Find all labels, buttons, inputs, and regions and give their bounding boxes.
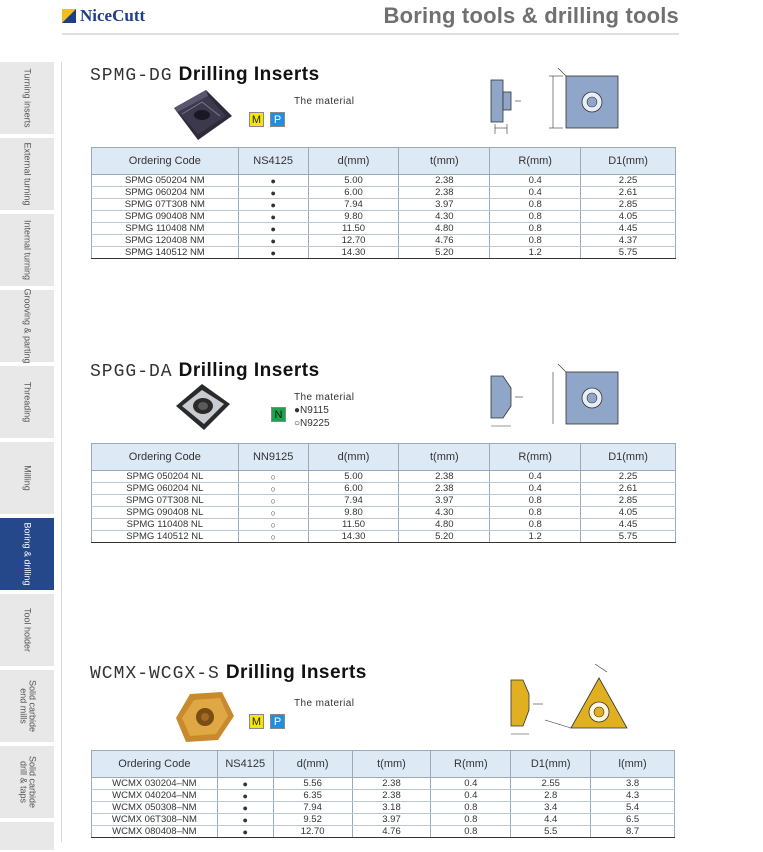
- table-cell: ●: [217, 814, 273, 826]
- table-cell: 2.85: [581, 199, 676, 211]
- sidebar-item-more[interactable]: [0, 822, 54, 852]
- table-cell: 2.8: [511, 790, 591, 802]
- table-cell: 12.70: [308, 235, 399, 247]
- material-label: The material: [294, 392, 355, 403]
- sidebar-item-label: Boring & drilling: [22, 522, 33, 586]
- table-row: [92, 175, 676, 187]
- table-cell: SPMG 120408 NM: [92, 235, 239, 247]
- table-cell: ●: [217, 826, 273, 838]
- table-cell: 14.30: [308, 531, 399, 543]
- table-cell: 4.05: [581, 507, 676, 519]
- brand-mark-icon: [62, 9, 76, 23]
- wcmx-dimension-diagram: [505, 658, 635, 743]
- table-cell: 0.8: [431, 814, 511, 826]
- grade-p-badge: P: [270, 112, 285, 127]
- table-row: [92, 778, 675, 790]
- table-cell: 0.4: [490, 471, 581, 483]
- sidebar-item-label: Tool holder: [22, 607, 33, 653]
- sidebar-item-label: Grooving & parting: [22, 288, 33, 364]
- grade-p-badge: P: [270, 714, 285, 729]
- table-row: [92, 507, 676, 519]
- table-cell: 4.80: [399, 223, 490, 235]
- grade-n-badge: N: [271, 407, 286, 422]
- table-cell: ○: [238, 471, 308, 483]
- table-row: [92, 483, 676, 495]
- sidebar-item-boring-drilling[interactable]: [0, 518, 54, 592]
- table-row: [92, 187, 676, 199]
- column-header: D1(mm): [581, 444, 676, 471]
- table-header-row: [92, 148, 676, 175]
- brand-name: NiceCutt: [80, 6, 146, 25]
- table-cell: ○: [238, 507, 308, 519]
- table-cell: 2.38: [399, 187, 490, 199]
- table-cell: 3.8: [591, 778, 675, 790]
- table-cell: SPMG 060204 NL: [92, 483, 239, 495]
- sidebar-item-internal-turning[interactable]: [0, 214, 54, 288]
- section-title-wcmx-wcgx-s: [90, 662, 367, 684]
- column-header: l(mm): [591, 751, 675, 778]
- column-header: NN9125: [238, 444, 308, 471]
- table-cell: 4.3: [591, 790, 675, 802]
- table-cell: 0.8: [431, 826, 511, 838]
- table-cell: 5.75: [581, 247, 676, 259]
- table-cell: 3.97: [399, 495, 490, 507]
- table-cell: ●: [238, 235, 308, 247]
- table-cell: 0.4: [431, 778, 511, 790]
- column-header: t(mm): [352, 751, 431, 778]
- table-cell: 5.20: [399, 531, 490, 543]
- spmg-dg-spec-table: [91, 147, 676, 259]
- section-code: WCMX-WCGX-S: [90, 664, 220, 684]
- table-cell: 5.4: [591, 802, 675, 814]
- column-header: R(mm): [490, 444, 581, 471]
- table-cell: SPMG 050204 NL: [92, 471, 239, 483]
- column-header: d(mm): [308, 444, 399, 471]
- sidebar-item-grooving-parting[interactable]: [0, 290, 54, 364]
- wcmx-wcgx-s-spec-table: [91, 750, 675, 838]
- table-cell: 4.76: [352, 826, 431, 838]
- section-name: Drilling Inserts: [178, 64, 320, 85]
- table-cell: SPMG 090408 NM: [92, 211, 239, 223]
- table-cell: ●: [217, 778, 273, 790]
- column-header: NS4125: [217, 751, 273, 778]
- table-row: [92, 247, 676, 259]
- table-cell: WCMX 080408–NM: [92, 826, 218, 838]
- table-row: [92, 495, 676, 507]
- table-cell: ●: [238, 223, 308, 235]
- column-header: NS4125: [238, 148, 308, 175]
- table-cell: SPMG 140512 NM: [92, 247, 239, 259]
- table-cell: ○: [238, 483, 308, 495]
- table-cell: 3.18: [352, 802, 431, 814]
- grade-option-n9225: ○N9225: [294, 418, 330, 429]
- column-header: D1(mm): [581, 148, 676, 175]
- table-row: [92, 814, 675, 826]
- table-cell: 5.00: [308, 175, 399, 187]
- table-cell: 1.2: [490, 247, 581, 259]
- spgg-insert-photo: [172, 380, 234, 436]
- sidebar-item-solid-carbide-drill-taps[interactable]: [0, 746, 54, 820]
- table-cell: 2.38: [399, 483, 490, 495]
- table-cell: 4.80: [399, 519, 490, 531]
- table-cell: 0.4: [431, 790, 511, 802]
- section-code: SPMG-DG: [90, 66, 173, 86]
- table-cell: 0.8: [431, 802, 511, 814]
- spmg-insert-photo: [168, 86, 236, 144]
- table-cell: 2.61: [581, 483, 676, 495]
- table-header-row: [92, 751, 675, 778]
- table-cell: 5.20: [399, 247, 490, 259]
- table-cell: 9.80: [308, 211, 399, 223]
- table-cell: 2.61: [581, 187, 676, 199]
- section-title-spgg-da: [90, 360, 320, 382]
- column-header: Ordering Code: [92, 751, 218, 778]
- sidebar-item-threading[interactable]: [0, 366, 54, 440]
- table-cell: 6.35: [273, 790, 352, 802]
- table-cell: 0.4: [490, 483, 581, 495]
- table-cell: 0.8: [490, 495, 581, 507]
- table-cell: 6.5: [591, 814, 675, 826]
- table-cell: ●: [238, 175, 308, 187]
- table-cell: SPMG 07T308 NL: [92, 495, 239, 507]
- table-cell: 2.38: [399, 471, 490, 483]
- table-cell: 3.97: [352, 814, 431, 826]
- material-label: The material: [294, 698, 355, 709]
- spgg-dimension-diagram: [483, 362, 643, 437]
- table-cell: 0.8: [490, 519, 581, 531]
- table-cell: WCMX 06T308–NM: [92, 814, 218, 826]
- section-name: Drilling Inserts: [178, 360, 320, 381]
- table-cell: 0.8: [490, 223, 581, 235]
- table-cell: 2.25: [581, 471, 676, 483]
- table-cell: WCMX 040204–NM: [92, 790, 218, 802]
- table-row: [92, 519, 676, 531]
- column-header: D1(mm): [511, 751, 591, 778]
- table-cell: 7.94: [308, 495, 399, 507]
- column-header: d(mm): [273, 751, 352, 778]
- table-cell: 2.25: [581, 175, 676, 187]
- table-cell: WCMX 030204–NM: [92, 778, 218, 790]
- table-cell: SPMG 110408 NL: [92, 519, 239, 531]
- sidebar-item-label: Solid carbide drill & taps: [18, 755, 38, 809]
- table-cell: 2.85: [581, 495, 676, 507]
- table-row: [92, 471, 676, 483]
- table-cell: ○: [238, 519, 308, 531]
- section-name: Drilling Inserts: [225, 662, 367, 683]
- table-cell: ○: [238, 531, 308, 543]
- column-header: R(mm): [490, 148, 581, 175]
- table-row: [92, 531, 676, 543]
- grade-m-badge: M: [249, 112, 264, 127]
- sidebar-item-label: Solid carbide end mills: [18, 679, 38, 733]
- table-cell: 14.30: [308, 247, 399, 259]
- grade-options: [294, 404, 330, 430]
- table-cell: 2.38: [399, 175, 490, 187]
- sidebar-item-label: Threading: [22, 381, 33, 423]
- sidebar-item-milling[interactable]: [0, 442, 54, 516]
- header-divider: [62, 33, 679, 35]
- table-cell: 9.80: [308, 507, 399, 519]
- table-row: [92, 223, 676, 235]
- table-cell: 11.50: [308, 223, 399, 235]
- table-cell: ●: [217, 802, 273, 814]
- table-cell: 4.4: [511, 814, 591, 826]
- sidebar-item-label: Turning inserts: [22, 68, 33, 128]
- table-cell: 0.8: [490, 199, 581, 211]
- sidebar-item-solid-carbide-end-mills[interactable]: [0, 670, 54, 744]
- sidebar-item-label: Internal turning: [22, 219, 33, 281]
- table-cell: 1.2: [490, 531, 581, 543]
- table-cell: 6.00: [308, 483, 399, 495]
- table-cell: 8.7: [591, 826, 675, 838]
- table-row: [92, 211, 676, 223]
- table-cell: 4.76: [399, 235, 490, 247]
- column-header: t(mm): [399, 148, 490, 175]
- column-header: Ordering Code: [92, 444, 239, 471]
- column-header: t(mm): [399, 444, 490, 471]
- table-cell: 4.30: [399, 507, 490, 519]
- table-header-row: [92, 444, 676, 471]
- sidebar-item-label: Milling: [22, 465, 33, 491]
- table-cell: 5.75: [581, 531, 676, 543]
- table-cell: 5.56: [273, 778, 352, 790]
- material-label: The material: [294, 96, 355, 107]
- section-code: SPGG-DA: [90, 362, 173, 382]
- table-row: [92, 790, 675, 802]
- table-cell: 9.52: [273, 814, 352, 826]
- table-cell: 4.45: [581, 223, 676, 235]
- table-cell: 2.38: [352, 778, 431, 790]
- content-divider: [61, 62, 62, 842]
- table-cell: 4.45: [581, 519, 676, 531]
- table-cell: 6.00: [308, 187, 399, 199]
- column-header: R(mm): [431, 751, 511, 778]
- spmg-dimension-diagram: [483, 68, 643, 143]
- table-cell: SPMG 110408 NM: [92, 223, 239, 235]
- sidebar-item-tool-holder[interactable]: [0, 594, 54, 668]
- column-header: d(mm): [308, 148, 399, 175]
- grade-option-n9115: ●N9115: [294, 405, 329, 416]
- table-cell: SPMG 050204 NM: [92, 175, 239, 187]
- table-cell: ●: [238, 247, 308, 259]
- table-cell: 3.97: [399, 199, 490, 211]
- section-title-spmg-dg: [90, 64, 320, 86]
- table-cell: ●: [238, 199, 308, 211]
- table-cell: 7.94: [273, 802, 352, 814]
- table-row: [92, 235, 676, 247]
- table-cell: ○: [238, 495, 308, 507]
- table-cell: ●: [217, 790, 273, 802]
- table-cell: 2.38: [352, 790, 431, 802]
- table-cell: ●: [238, 211, 308, 223]
- table-row: [92, 802, 675, 814]
- table-cell: SPMG 060204 NM: [92, 187, 239, 199]
- column-header: Ordering Code: [92, 148, 239, 175]
- table-row: [92, 199, 676, 211]
- page-title: Boring tools & drilling tools: [383, 3, 679, 28]
- wcmx-insert-photo: [172, 688, 238, 746]
- sidebar-item-turning-inserts[interactable]: [0, 62, 54, 136]
- table-row: [92, 826, 675, 838]
- table-cell: 4.30: [399, 211, 490, 223]
- table-cell: 0.4: [490, 187, 581, 199]
- table-cell: 0.8: [490, 235, 581, 247]
- sidebar-item-external-turning[interactable]: [0, 138, 54, 212]
- table-cell: 2.55: [511, 778, 591, 790]
- table-cell: 0.4: [490, 175, 581, 187]
- table-cell: 4.37: [581, 235, 676, 247]
- table-cell: 7.94: [308, 199, 399, 211]
- table-cell: 5.5: [511, 826, 591, 838]
- table-cell: 4.05: [581, 211, 676, 223]
- table-cell: 12.70: [273, 826, 352, 838]
- brand-logo: [62, 6, 145, 26]
- grade-m-badge: M: [249, 714, 264, 729]
- table-cell: 0.8: [490, 507, 581, 519]
- spgg-da-spec-table: [91, 443, 676, 543]
- table-cell: SPMG 090408 NL: [92, 507, 239, 519]
- table-cell: 11.50: [308, 519, 399, 531]
- table-cell: 0.8: [490, 211, 581, 223]
- table-cell: 5.00: [308, 471, 399, 483]
- table-cell: ●: [238, 187, 308, 199]
- table-cell: SPMG 07T308 NM: [92, 199, 239, 211]
- table-cell: SPMG 140512 NL: [92, 531, 239, 543]
- sidebar-item-label: External turning: [22, 142, 33, 206]
- table-cell: 3.4: [511, 802, 591, 814]
- table-cell: WCMX 050308–NM: [92, 802, 218, 814]
